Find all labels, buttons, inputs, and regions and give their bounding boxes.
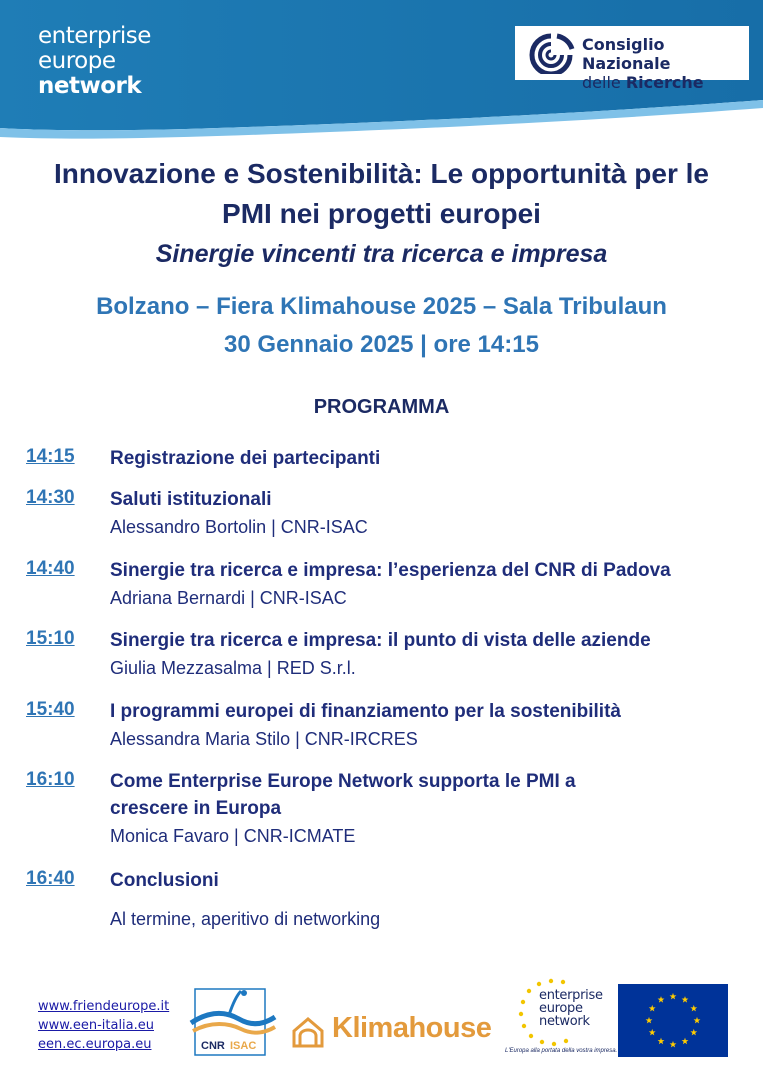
eu-star-icon xyxy=(690,1005,697,1012)
event-location: Bolzano – Fiera Klimahouse 2025 – Sala Tribulaun xyxy=(96,293,667,320)
eu-star-icon xyxy=(682,1038,689,1045)
een-footer-line1: enterprise xyxy=(539,988,603,1003)
program-speaker: Alessandro Bortolin | CNR-ISAC xyxy=(110,517,368,537)
klimahouse-logo xyxy=(290,1010,505,1050)
eu-star-icon xyxy=(658,996,665,1003)
klimahouse-house-icon xyxy=(290,1014,326,1050)
eu-star-icon xyxy=(658,1038,665,1045)
program-time: 14:30 xyxy=(26,487,75,508)
cnr-logo-line1: Consiglio Nazionale xyxy=(582,35,671,73)
program-talk: Saluti istituzionali xyxy=(110,489,272,510)
eu-star-icon xyxy=(670,1041,677,1048)
cnr-isac-emblem-icon xyxy=(189,985,277,1057)
event-subtitle: Sinergie vincenti tra ricerca e impresa xyxy=(155,240,608,268)
program-heading: PROGRAMMA xyxy=(313,396,450,418)
program-talk: Sinergie tra ricerca e impresa: il punto di vista delle aziende xyxy=(110,630,651,651)
een-footer-logo xyxy=(505,975,618,1057)
een-footer-line2: europe xyxy=(539,1001,583,1016)
eu-star-icon xyxy=(649,1029,656,1036)
cnr-logo xyxy=(515,26,749,92)
program-speaker: Giulia Mezzasalma | RED S.r.l. xyxy=(110,658,356,678)
program-time: 15:10 xyxy=(26,628,75,649)
een-footer-line3: network xyxy=(539,1014,590,1029)
cnr-isac-label-cnr: CNR xyxy=(201,1040,225,1052)
header-banner xyxy=(0,0,763,145)
program-time: 14:40 xyxy=(26,558,75,579)
program-time: 15:40 xyxy=(26,699,75,720)
program-speaker: Alessandra Maria Stilo | CNR-IRCRES xyxy=(110,729,418,749)
link-een-ec-europa[interactable]: een.ec.europa.eu xyxy=(38,1037,152,1052)
link-een-italia[interactable]: www.een-italia.eu xyxy=(38,1018,154,1033)
event-title-line1: Innovazione e Sostenibilità: Le opportunità per le xyxy=(54,158,709,189)
program-talk-line1: Come Enterprise Europe Network supporta le PMI a xyxy=(110,771,576,792)
klimahouse-wordmark: Klimahouse xyxy=(332,1012,492,1044)
program-talk: I programmi europei di finanziamento per la sostenibilità xyxy=(110,701,621,722)
een-logo-line3: network xyxy=(38,73,142,99)
cnr-logo-line2-prefix: delle xyxy=(582,73,626,92)
eu-star-icon xyxy=(694,1017,701,1024)
program-closing-note: Al termine, aperitivo di networking xyxy=(110,909,381,929)
cnr-isac-logo xyxy=(189,985,277,1057)
cnr-logo-line2-bold: Ricerche xyxy=(625,73,704,92)
een-logo-line1: enterprise xyxy=(38,23,151,49)
eu-flag xyxy=(618,984,728,1057)
eu-star-icon xyxy=(646,1017,653,1024)
program-speaker: Adriana Bernardi | CNR-ISAC xyxy=(110,588,347,608)
program-talk: Conclusioni xyxy=(110,870,219,891)
eu-star-icon xyxy=(670,993,677,1000)
program-time: 16:40 xyxy=(26,868,75,889)
een-footer-tagline: L'Europa alla portata della vostra impresa. xyxy=(505,1048,618,1054)
event-date-time: 30 Gennaio 2025 | ore 14:15 xyxy=(224,331,539,358)
program-talk: Registrazione dei partecipanti xyxy=(110,448,381,469)
event-title-line2: PMI nei progetti europei xyxy=(222,198,541,229)
cnr-isac-label-isac: ISAC xyxy=(230,1040,257,1052)
eu-star-icon xyxy=(649,1005,656,1012)
een-logo-line2: europe xyxy=(38,48,116,74)
footer-links xyxy=(38,997,169,1054)
program-talk: Sinergie tra ricerca e impresa: l’esperienza del CNR di Padova xyxy=(110,560,671,581)
program-time: 16:10 xyxy=(26,769,75,790)
program-time: 14:15 xyxy=(26,446,75,467)
link-friendeurope[interactable]: www.friendeurope.it xyxy=(38,999,170,1014)
eu-stars-icon xyxy=(618,984,728,1057)
een-logo xyxy=(38,24,151,99)
cnr-emblem-icon xyxy=(525,32,577,74)
eu-star-icon xyxy=(690,1029,697,1036)
program-speaker: Monica Favaro | CNR-ICMATE xyxy=(110,826,356,846)
eu-star-icon xyxy=(682,996,689,1003)
program-talk-line2: crescere in Europa xyxy=(110,798,282,819)
